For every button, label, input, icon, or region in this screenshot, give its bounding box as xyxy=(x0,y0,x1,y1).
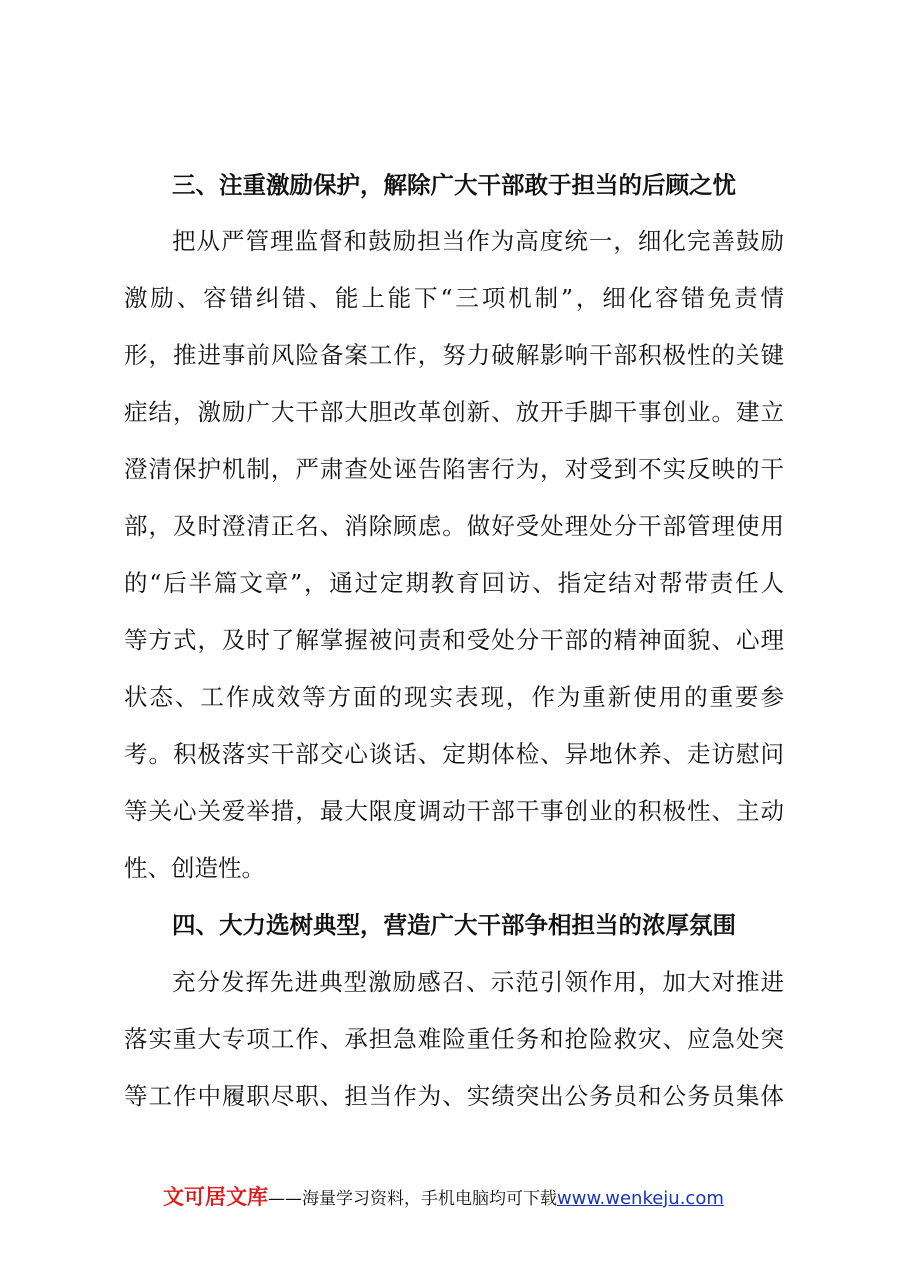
paragraph-line: 状态、工作成效等方面的现实表现，作为重新使用的重要参 xyxy=(124,683,784,711)
paragraph-line: 落实重大专项工作、承担急难险重任务和抢险救灾、应急处突 xyxy=(124,1025,784,1053)
section-4-heading: 四、大力选树典型，营造广大干部争相担当的浓厚氛围 xyxy=(172,911,736,939)
footer-brand: 文可居文库 xyxy=(163,1185,268,1209)
paragraph-line: 的“后半篇文章”，通过定期教育回访、指定结对帮带责任人 xyxy=(124,569,784,597)
paragraph-line: 等关心关爱举措，最大限度调动干部干事创业的积极性、主动 xyxy=(124,797,784,825)
paragraph-line: 激励、容错纠错、能上能下“三项机制”，细化容错免责情 xyxy=(124,284,784,312)
paragraph-line: 部，及时澄清正名、消除顾虑。做好受处理处分干部管理使用 xyxy=(124,512,784,540)
paragraph-line: 考。积极落实干部交心谈话、定期体检、异地休养、走访慰问 xyxy=(124,740,784,768)
footer-banner xyxy=(163,1181,783,1213)
footer-tagline: ——海量学习资料，手机电脑均可下载 xyxy=(268,1189,557,1209)
paragraph-line: 等方式，及时了解掌握被问责和受处分干部的精神面貌、心理 xyxy=(124,626,784,654)
paragraph-line: 性、创造性。 xyxy=(124,854,265,882)
paragraph-line: 把从严管理监督和鼓励担当作为高度统一，细化完善鼓励 xyxy=(172,227,784,255)
footer-url-link[interactable]: www.wenkeju.com xyxy=(557,1188,724,1209)
paragraph-line: 澄清保护机制，严肃查处诬告陷害行为，对受到不实反映的干 xyxy=(124,455,784,483)
paragraph-line: 形，推进事前风险备案工作，努力破解影响干部积极性的关键 xyxy=(124,341,784,369)
paragraph-line: 充分发挥先进典型激励感召、示范引领作用，加大对推进 xyxy=(172,968,784,996)
paragraph-line: 症结，激励广大干部大胆改革创新、放开手脚干事创业。建立 xyxy=(124,398,784,426)
section-3-heading: 三、注重激励保护，解除广大干部敢于担当的后顾之忧 xyxy=(172,171,736,199)
paragraph-line: 等工作中履职尽职、担当作为、实绩突出公务员和公务员集体 xyxy=(124,1082,784,1110)
